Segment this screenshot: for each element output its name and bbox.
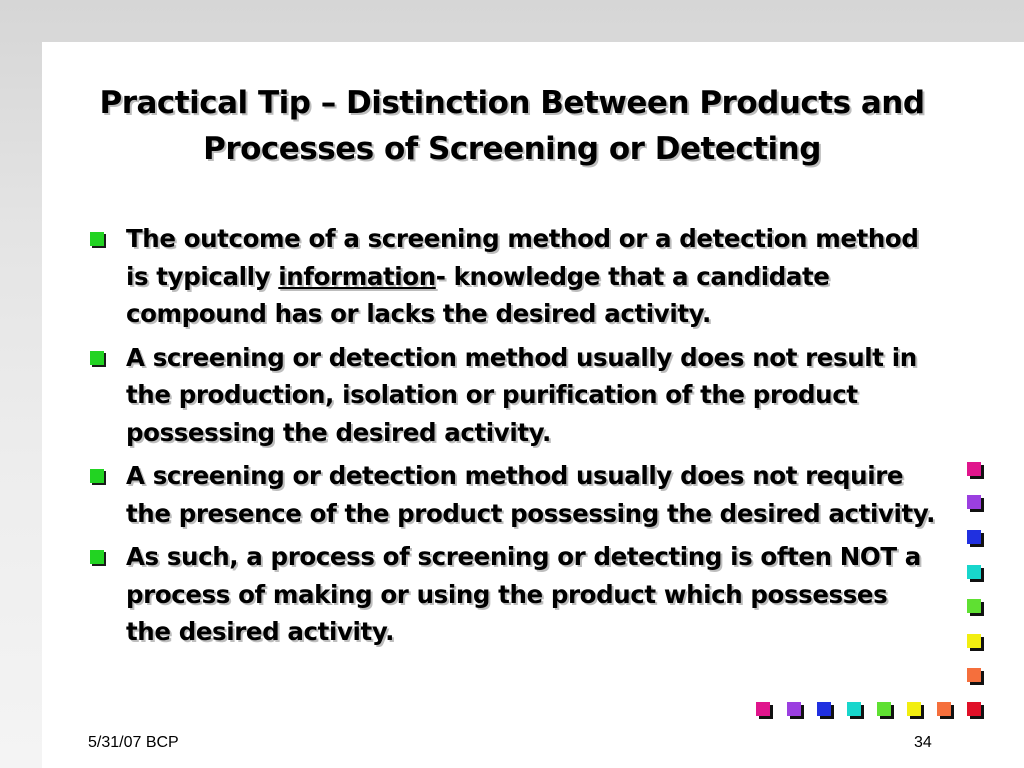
title-line-1: Practical Tip – Distinction Between Products and: [99, 85, 925, 121]
bullet-square-icon: [90, 550, 104, 564]
bullet-3-text: A screening or detection method usually does not require the presence of the product possessing the desired activity.: [126, 461, 936, 528]
decor-square-h5: [877, 702, 891, 716]
bullet-2-text: A screening or detection method usually does not result in the production, isolation or purification of the product possessing the desired activity.: [126, 342, 917, 447]
decor-square-v3: [967, 530, 981, 544]
decor-square-h7: [937, 702, 951, 716]
page-number: 34: [914, 734, 932, 751]
decor-square-v5: [967, 599, 981, 613]
slide-title: [60, 80, 964, 172]
bullet-square-icon: [90, 351, 104, 365]
decor-square-v1: [967, 462, 981, 476]
bullet-square-icon: [90, 469, 104, 483]
bullet-1-text-start: The outcome of a screening method or a detection method is typically: [126, 224, 919, 291]
bullet-item-3: [88, 457, 938, 532]
bullet-square-icon: [90, 232, 104, 246]
decor-square-h8: [967, 702, 981, 716]
title-line-2: Processes of Screening or Detecting: [203, 131, 821, 167]
bullet-list: [88, 220, 938, 657]
decor-square-v6: [967, 634, 981, 648]
decor-square-h2: [787, 702, 801, 716]
bullet-item-1: [88, 220, 938, 333]
decor-square-v2: [967, 495, 981, 509]
decor-square-h6: [907, 702, 921, 716]
decor-square-v4: [967, 565, 981, 579]
bullet-item-4: [88, 538, 938, 651]
decor-square-h3: [817, 702, 831, 716]
bullet-1-emphasis: information: [278, 261, 436, 291]
bullet-1-text-end: - knowledge that a candidate compound has or lacks the desired activity.: [126, 261, 830, 328]
bullet-item-2: [88, 339, 938, 452]
decor-square-h1: [756, 702, 770, 716]
decor-square-h4: [847, 702, 861, 716]
bullet-4-text: As such, a process of screening or detecting is often NOT a process of making or using the product which possesses the desired activity.: [126, 542, 921, 646]
decor-square-v7: [967, 668, 981, 682]
footer-date: 5/31/07 BCP: [88, 734, 179, 751]
